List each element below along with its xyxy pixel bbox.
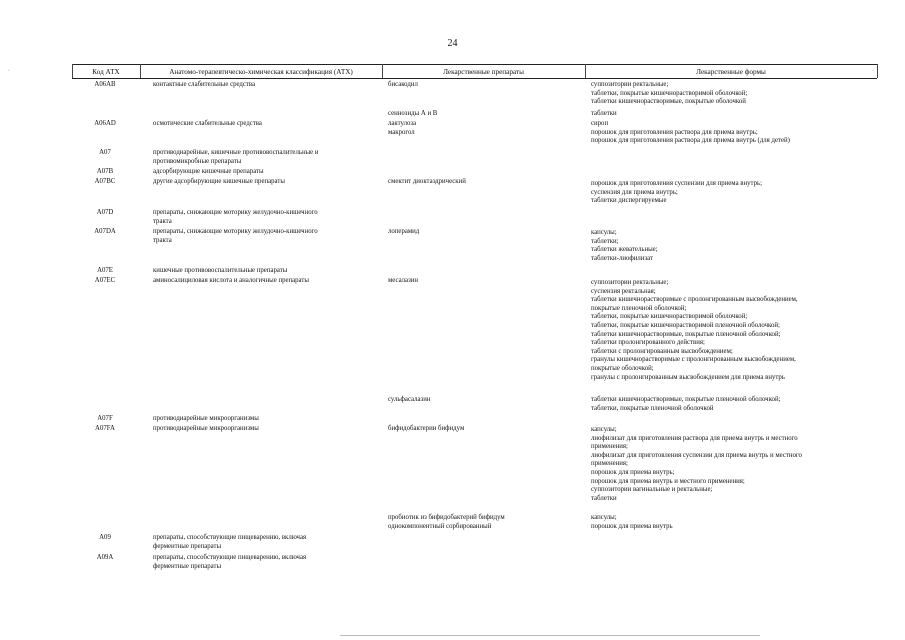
scan-speck: · xyxy=(8,68,10,74)
atc-classification: кишечные противовоспалительные препараты xyxy=(153,267,288,274)
atc-classification: контактные слабительные средства xyxy=(153,81,256,88)
drug-name: пробиотик из бифидобактерий бифидум однокомпонентный сорбированный xyxy=(388,514,505,530)
dosage-forms: суппозитории ректальные; таблетки, покрытые кишечнорастворимой оболочкой; таблетки кишечнорастворимые, покрытые оболочкой xyxy=(591,81,748,106)
atc-classification: осмотические слабительные средства xyxy=(153,120,262,127)
column-header-classification: Анатомо-терапевтическо-химическая классификация (АТХ) xyxy=(169,68,353,76)
atc-code: A07FA xyxy=(95,425,115,432)
atc-classification: препараты, способствующие пищеварению, включая ферментные препараты xyxy=(153,534,307,550)
page-number: 24 xyxy=(447,38,458,49)
atc-code: A06AD xyxy=(94,120,116,127)
atc-code: A07D xyxy=(96,209,114,216)
atc-classification: противодиарейные, кишечные противовоспалительные и противомикробные препараты xyxy=(153,149,319,165)
header-top-rule xyxy=(72,64,877,65)
atc-code: A07E xyxy=(97,267,113,274)
drug-name: сеннозиды А и В xyxy=(388,110,438,117)
dosage-forms: порошок для приготовления суспензии для приема внутрь; суспензия для приема внутрь; таблетки диспергируемые xyxy=(591,180,762,205)
atc-code: A07 xyxy=(99,149,111,156)
atc-code: A07F xyxy=(97,415,113,422)
header-divider xyxy=(877,64,878,78)
dosage-forms: капсулы; таблетки; таблетки жевательные; таблетки-лиофилизат xyxy=(591,229,658,262)
column-header-code: Код АТХ xyxy=(92,68,120,76)
drug-name: месалазин xyxy=(388,277,419,284)
atc-code: A09A xyxy=(96,554,114,561)
atc-classification: противодиарейные микроорганизмы xyxy=(153,415,259,422)
column-header-drugs: Лекарственные препараты xyxy=(443,68,524,76)
dosage-forms: суппозитории ректальные; суспензия ректальная; таблетки кишечнорастворимые с пролонгированным высвобождением, покрытые пленочной оболочкой; таблетки, покрытые кишечнорастворимой оболочкой; таблетки, покрытые кишечнорастворимой пленочной оболочкой; таблетки кишечнорастворимые, покрытые пленочной оболочкой; таблетки пролонгированного действия; таблетки с пролонгированным высвобождением; гранулы кишечнорастворимые с пролонгированным высвобождением, покрытые оболочкой; гранулы с пролонгированным высвобождением для приема внутрь xyxy=(591,279,798,381)
atc-code: A06AB xyxy=(94,81,116,88)
dosage-forms: капсулы; лиофилизат для приготовления раствора для приема внутрь и местного применения; лиофилизат для приготовления суспензии для приема внутрь и местного применения; порошок для приема внутрь; порошок для приема внутрь и местного применения; суппозитории вагинальные и ректальные; таблетки xyxy=(591,426,802,502)
scan-speck: · xyxy=(872,68,874,74)
atc-code: A09 xyxy=(99,534,111,541)
dosage-forms: таблетки xyxy=(591,110,617,117)
drug-name: бисакодил xyxy=(388,81,418,88)
dosage-forms: сироп порошок для приготовления раствора для приема внутрь; порошок для приготовления раствора для приема внутрь (для детей) xyxy=(591,120,790,145)
column-header-forms: Лекарственные формы xyxy=(696,68,766,76)
dosage-forms: капсулы; порошок для приема внутрь xyxy=(591,514,673,530)
header-bottom-rule xyxy=(72,78,877,79)
drug-name: сульфасалазин xyxy=(388,396,431,403)
atc-classification: аминосалициловая кислота и аналогичные препараты xyxy=(153,277,309,284)
atc-code: A07B xyxy=(96,168,114,175)
atc-classification: противодиарейные микроорганизмы xyxy=(153,425,259,432)
atc-code: A07EC xyxy=(94,277,116,284)
atc-classification: адсорбирующие кишечные препараты xyxy=(153,168,264,175)
atc-classification: препараты, снижающие моторику желудочно-кишечного тракта xyxy=(153,228,318,244)
atc-classification: другие адсорбирующие кишечные препараты xyxy=(153,178,285,185)
drug-name: смектит диоктаэдрический xyxy=(388,178,466,185)
atc-classification: препараты, снижающие моторику желудочно-кишечного тракта xyxy=(153,209,318,225)
atc-code: A07DA xyxy=(94,228,116,235)
drug-name: бифидобактерии бифидум xyxy=(388,425,465,432)
scan-edge-line xyxy=(340,635,760,636)
drug-name: лактулоза макрогол xyxy=(388,120,417,136)
atc-classification: препараты, способствующие пищеварению, включая ферментные препараты xyxy=(153,554,307,570)
atc-code: A07BC xyxy=(94,178,116,185)
dosage-forms: таблетки кишечнорастворимые, покрытые пленочной оболочкой; таблетки, покрытые пленочной оболочкой xyxy=(591,396,781,412)
drug-name: лоперамид xyxy=(388,228,420,235)
